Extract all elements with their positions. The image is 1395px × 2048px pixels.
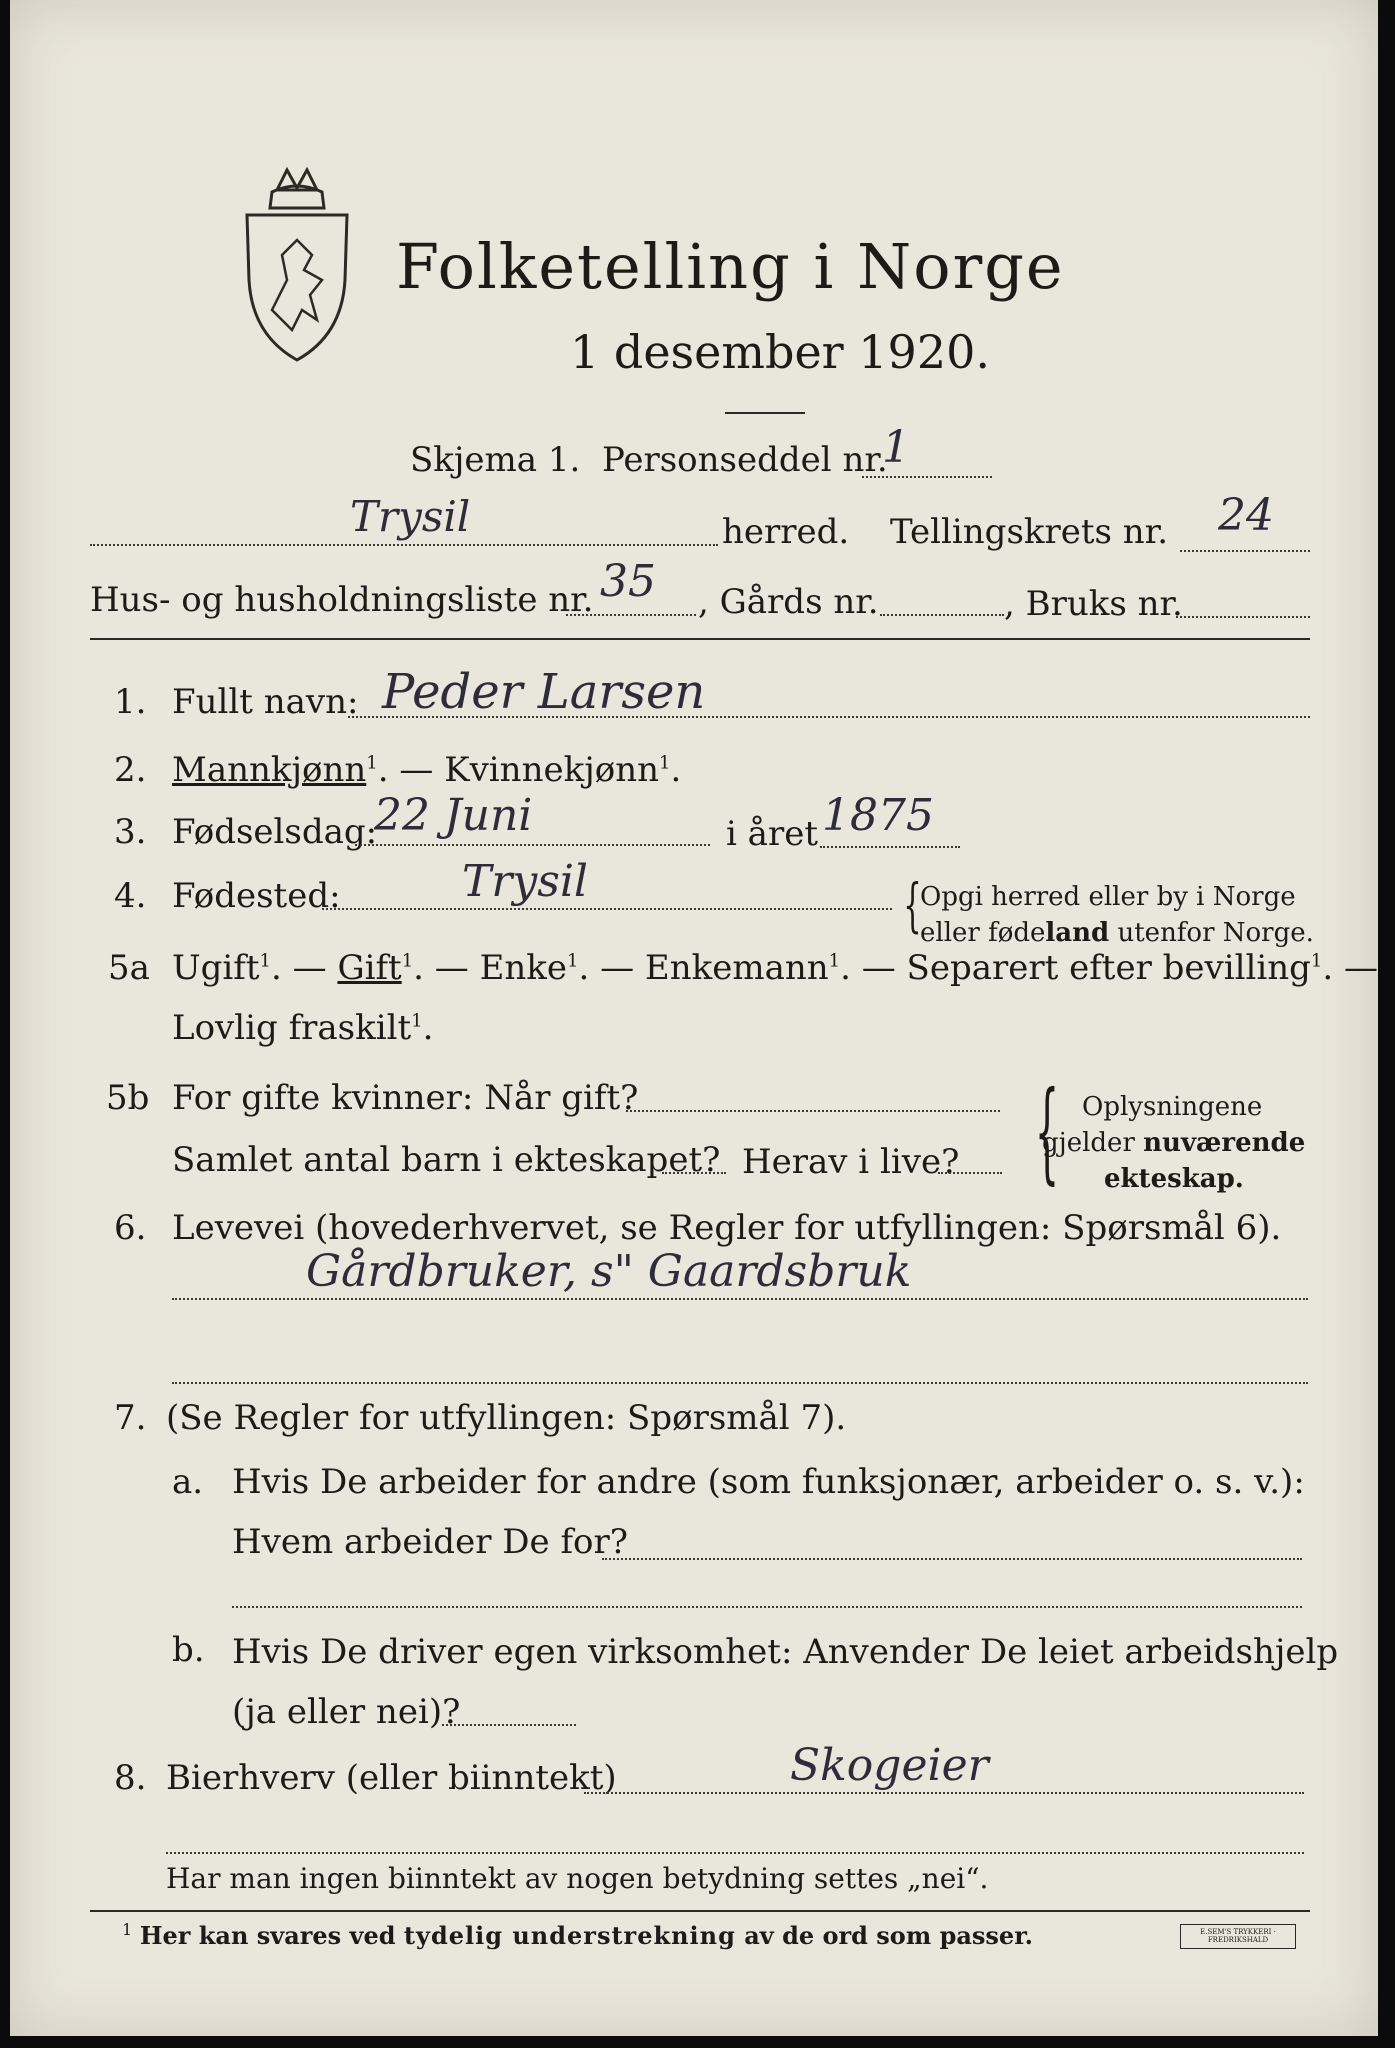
tellingskrets-line bbox=[1180, 550, 1310, 552]
herred-value[interactable]: Trysil bbox=[350, 492, 471, 541]
q1-line bbox=[348, 716, 1310, 718]
q4-note-line2-a: eller føde bbox=[920, 918, 1046, 948]
q5a-sup-e: 1 bbox=[1310, 950, 1323, 972]
coat-of-arms-icon bbox=[232, 160, 362, 370]
q3-year-line bbox=[820, 846, 960, 848]
q7a-line2: Hvem arbeider De for? bbox=[232, 1522, 628, 1562]
q5a-sup-a: 1 bbox=[259, 950, 271, 972]
footnote bbox=[122, 1920, 1033, 1950]
footnote-a: Her kan svares ved bbox=[139, 1921, 404, 1950]
footnote-c: av de ord som passer. bbox=[735, 1921, 1033, 1950]
q7a-extra-line bbox=[232, 1606, 1302, 1608]
footnote-b: tydelig understrekning bbox=[403, 1921, 736, 1950]
q3-label: Fødselsdag: bbox=[172, 812, 378, 852]
title-divider bbox=[725, 412, 805, 414]
personseddel-line bbox=[862, 476, 992, 478]
q8-line bbox=[584, 1792, 1304, 1794]
printer-stamp: E.SEM'S TRYKKERI · FREDRIKSHALD bbox=[1180, 1924, 1296, 1949]
q4-note-line1: Opgi herred eller by i Norge bbox=[920, 882, 1296, 912]
q7b-line1: Hvis De driver egen virksomhet: Anvender De leiet arbeidshjelp bbox=[232, 1632, 1339, 1672]
q6-line1 bbox=[172, 1298, 1308, 1300]
hus-line bbox=[566, 614, 696, 616]
footer-note: Har man ingen biinntekt av nogen betydning settes „nei“. bbox=[166, 1862, 989, 1895]
q5b-note2-b: nuværende bbox=[1143, 1128, 1306, 1158]
footnote-mark: 1 bbox=[122, 1920, 133, 1939]
bruks-line bbox=[1176, 616, 1310, 618]
q5b-note2 bbox=[1042, 1128, 1305, 1158]
q3-number: 3. bbox=[114, 812, 147, 852]
q5a-sup-b: 1 bbox=[401, 950, 414, 972]
bruks-label: , Bruks nr. bbox=[1004, 584, 1183, 624]
q7a-line1: Hvis De arbeider for andre (som funksjonær, arbeider o. s. v.): bbox=[232, 1462, 1305, 1502]
q4-label: Fødested: bbox=[172, 876, 341, 916]
q2-gender-options[interactable] bbox=[172, 750, 681, 790]
q2-sup1: 1 bbox=[366, 752, 378, 774]
herred-line bbox=[90, 544, 718, 546]
q5a-fraskilt-label: Lovlig fraskilt bbox=[172, 1008, 412, 1048]
q7b-letter: b. bbox=[172, 1630, 205, 1670]
q8-side-income-value[interactable]: Skogeier bbox=[790, 1740, 989, 1791]
q5b-brace: { bbox=[1034, 1067, 1060, 1195]
gards-label: , Gårds nr. bbox=[698, 582, 879, 622]
q3-line bbox=[355, 844, 710, 846]
q5a-gift-option[interactable]: Gift bbox=[337, 948, 402, 988]
q5a-enkemann-option[interactable]: . — Enkemann bbox=[578, 948, 829, 988]
q5a-marital-options[interactable] bbox=[172, 948, 1378, 988]
q4-number: 4. bbox=[114, 876, 147, 916]
q2-sep: . — bbox=[377, 750, 445, 790]
q4-note-line2-c: utenfor Norge. bbox=[1109, 918, 1314, 948]
q6-label: Levevei (hovederhvervet, se Regler for utfyllingen: Spørsmål 6). bbox=[172, 1208, 1282, 1248]
q7a-employer-line bbox=[602, 1558, 1302, 1560]
q5a-fraskilt-end: . bbox=[422, 1008, 434, 1048]
q6-number: 6. bbox=[114, 1208, 147, 1248]
q5a-fraskilt-option[interactable] bbox=[172, 1008, 433, 1048]
q6-line2 bbox=[172, 1382, 1308, 1384]
q7a-letter: a. bbox=[172, 1462, 204, 1502]
personseddel-label: Personseddel nr. bbox=[602, 440, 888, 480]
q7b-answer-line bbox=[442, 1724, 576, 1726]
q5a-separert-option[interactable]: . — Separert efter bevilling bbox=[840, 948, 1311, 988]
tellingskrets-label: Tellingskrets nr. bbox=[890, 512, 1169, 552]
schema-label: Skjema 1. bbox=[410, 440, 581, 480]
q2-sup2: 1 bbox=[659, 752, 671, 774]
q5b-children-line bbox=[662, 1172, 726, 1174]
q1-label: Fullt navn: bbox=[172, 682, 359, 722]
herred-label: herred. bbox=[722, 512, 850, 552]
q7-number: 7. bbox=[114, 1398, 147, 1438]
q2-number: 2. bbox=[114, 750, 147, 790]
q5a-end-dash: . — bbox=[1322, 948, 1378, 988]
q8-extra-line bbox=[166, 1852, 1304, 1854]
q2-female-option[interactable]: Kvinnekjønn bbox=[444, 750, 659, 790]
q4-brace: { bbox=[903, 871, 922, 939]
q4-line bbox=[322, 908, 892, 910]
footer-divider bbox=[90, 1910, 1310, 1912]
q5a-sup-d: 1 bbox=[828, 950, 841, 972]
q3-year-value[interactable]: 1875 bbox=[822, 790, 934, 841]
q3-year-label: i året bbox=[726, 814, 818, 854]
q5a-sup-f: 1 bbox=[411, 1010, 423, 1032]
tellingskrets-value[interactable]: 24 bbox=[1218, 490, 1274, 541]
q8-label: Bierhverv (eller biinntekt) bbox=[166, 1758, 617, 1798]
census-form-sheet bbox=[10, 0, 1378, 2036]
q5a-sep-b: . — bbox=[271, 948, 338, 988]
q5b-note2-a: gjelder bbox=[1042, 1128, 1144, 1158]
q5a-number: 5a bbox=[108, 948, 150, 988]
q5b-line2-alive: Herav i live? bbox=[742, 1142, 960, 1182]
hus-label: Hus- og husholdningsliste nr. bbox=[90, 580, 594, 620]
q7b-line2: (ja eller nei)? bbox=[232, 1692, 461, 1732]
q4-note-line2 bbox=[920, 918, 1314, 948]
q4-note-line2-b: land bbox=[1045, 918, 1110, 948]
q5b-number: 5b bbox=[106, 1078, 150, 1118]
q5b-married-line bbox=[626, 1110, 1000, 1112]
q5b-alive-line bbox=[938, 1172, 1002, 1174]
personseddel-value[interactable]: 1 bbox=[882, 422, 910, 473]
q1-full-name-value[interactable]: Peder Larsen bbox=[382, 664, 706, 720]
hus-value[interactable]: 35 bbox=[600, 556, 656, 607]
q5b-line2-children: Samlet antal barn i ekteskapet? bbox=[172, 1140, 721, 1180]
q6-occupation-value[interactable]: Gårdbruker, s" Gaardsbruk bbox=[306, 1246, 912, 1297]
q5a-ugift-option[interactable]: Ugift bbox=[172, 948, 260, 988]
census-date: 1 desember 1920. bbox=[570, 325, 990, 379]
q5b-note1: Oplysningene bbox=[1082, 1092, 1263, 1122]
form-title: Folketelling i Norge bbox=[396, 230, 1065, 303]
q2-end: . bbox=[670, 750, 682, 790]
q5b-note3: ekteskap. bbox=[1104, 1164, 1244, 1194]
q5a-sup-c: 1 bbox=[567, 950, 579, 972]
q5b-line1: For gifte kvinner: Når gift? bbox=[172, 1078, 639, 1118]
q1-number: 1. bbox=[114, 682, 147, 722]
q7-label: (Se Regler for utfyllingen: Spørsmål 7). bbox=[166, 1398, 847, 1438]
q2-male-option[interactable]: Mannkjønn bbox=[172, 750, 367, 790]
header-divider bbox=[90, 638, 1310, 640]
q5a-enke-option[interactable]: . — Enke bbox=[413, 948, 568, 988]
gards-line bbox=[880, 614, 1004, 616]
q8-number: 8. bbox=[114, 1758, 147, 1798]
q4-birthplace-value[interactable]: Trysil bbox=[462, 856, 588, 907]
q3-birthday-value[interactable]: 22 Juni bbox=[374, 790, 533, 841]
